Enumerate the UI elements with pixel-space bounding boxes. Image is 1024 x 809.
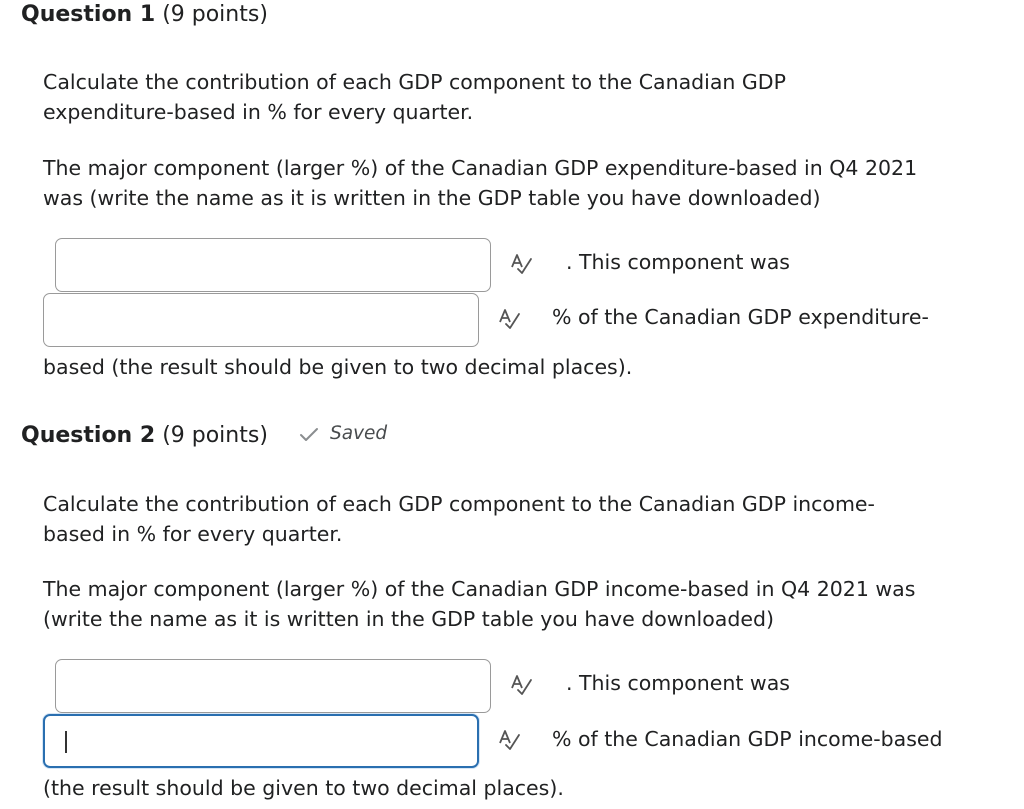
spellcheck-icon[interactable] <box>509 674 533 696</box>
question-1-percent-field[interactable] <box>43 293 479 347</box>
spellcheck-icon[interactable] <box>497 308 521 330</box>
question-1-label: Question 1 <box>21 2 156 27</box>
question-2-closing: (the result should be given to two decimal places). <box>43 776 564 800</box>
question-1-instruction-line-1: Calculate the contribution of each GDP component to the Canadian GDP <box>43 70 786 94</box>
spellcheck-icon[interactable] <box>509 253 533 275</box>
question-1-prompt <box>43 153 917 213</box>
question-2-points: (9 points) <box>162 423 268 448</box>
question-2-instruction-line-1: Calculate the contribution of each GDP component to the Canadian GDP income- <box>43 492 875 516</box>
question-2-instructions <box>43 489 875 549</box>
question-1-after-field-1: . This component was <box>566 250 790 274</box>
question-2-prompt-line-2: (write the name as it is written in the GDP table you have downloaded) <box>43 607 774 631</box>
question-2-component-field[interactable] <box>55 659 491 713</box>
question-2-after-field-1: . This component was <box>566 671 790 695</box>
question-1-closing: based (the result should be given to two decimal places). <box>43 355 633 379</box>
question-1-component-field[interactable] <box>55 238 491 292</box>
question-1-prompt-line-2: was (write the name as it is written in the GDP table you have downloaded) <box>43 186 821 210</box>
text-cursor <box>65 731 67 753</box>
question-2-prompt <box>43 574 915 634</box>
question-1-points: (9 points) <box>162 2 268 27</box>
checkmark-icon <box>299 427 319 443</box>
question-2-after-field-2: % of the Canadian GDP income-based <box>552 727 943 751</box>
question-1-prompt-line-1: The major component (larger %) of the Canadian GDP expenditure-based in Q4 2021 <box>43 156 918 180</box>
question-2-prompt-line-1: The major component (larger %) of the Canadian GDP income-based in Q4 2021 was <box>43 577 916 601</box>
saved-status: Saved <box>330 423 388 444</box>
spellcheck-icon[interactable] <box>497 729 521 751</box>
question-1-instruction-line-2: expenditure-based in % for every quarter. <box>43 100 474 124</box>
question-1-instructions <box>43 67 786 127</box>
question-1-title <box>21 2 268 27</box>
question-2-instruction-line-2: based in % for every quarter. <box>43 522 343 546</box>
question-2-percent-field[interactable] <box>43 714 479 768</box>
question-2-label: Question 2 <box>21 423 156 448</box>
question-1-after-field-2: % of the Canadian GDP expenditure- <box>552 305 929 329</box>
question-2-title <box>21 423 268 448</box>
